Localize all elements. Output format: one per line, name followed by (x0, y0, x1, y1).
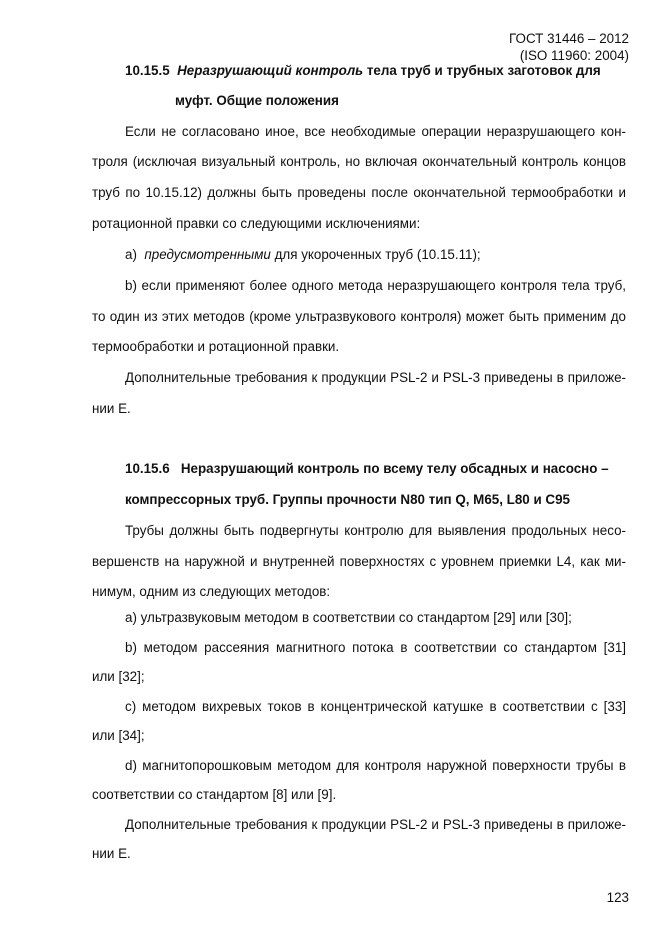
iso-reference: (ISO 11960: 2004) (519, 48, 629, 63)
paragraph-line: нии E. (92, 846, 131, 861)
page-number: 123 (606, 890, 629, 905)
list-item-d: d) магнитопорошковым методом для контроля наружной поверхности трубы в (125, 758, 626, 773)
list-item-a: a) ультразвуковым методом в соответствии со стандартом [29] или [30]; (125, 610, 572, 625)
document-header (509, 30, 629, 64)
paragraph-line: или [34]; (92, 728, 145, 743)
paragraph-line: Если не согласовано иное, все необходимые операции неразрушающего кон- (125, 124, 626, 139)
paragraph-line: троля (исключая визуальный контроль, но включая окончательный контроль концов (92, 154, 626, 169)
section-heading-10-15-5 (125, 63, 601, 79)
section-title-rest: тела труб и трубных заготовок для (366, 63, 601, 78)
paragraph-line: Дополнительные требования к продукции PSL-2 и PSL-3 приведены в приложе- (125, 370, 626, 385)
section-heading-10-15-6 (125, 461, 609, 477)
list-item-a (125, 247, 481, 263)
paragraph-line: ротационной правки со следующими исключениями: (92, 216, 421, 231)
paragraph-line: соответствии со стандартом [8] или [9]. (92, 787, 337, 802)
paragraph-line: Трубы должны быть подвергнуты контролю для выявления продольных несо- (125, 523, 626, 538)
standard-code: ГОСТ 31446 – 2012 (509, 31, 629, 46)
paragraph-line: вершенств на наружной и внутренней поверхностях с уровнем приемки L4, как ми- (92, 554, 626, 569)
section-number: 10.15.5 (125, 63, 170, 78)
paragraph-line: или [32]; (92, 669, 145, 684)
paragraph-line: нии E. (92, 401, 131, 416)
section-title-italic: Неразрушающий контроль (177, 63, 364, 78)
list-item-italic: предусмотренными (144, 247, 271, 262)
paragraph-line: труб по 10.15.12) должны быть проведены после окончательной термообработки и (92, 185, 626, 200)
paragraph-line: термообработки и ротационной правки. (92, 339, 340, 354)
paragraph-line: то один из этих методов (кроме ультразвукового контроля) может быть применим до (92, 309, 626, 324)
paragraph-line: Дополнительные требования к продукции PSL-2 и PSL-3 приведены в приложе- (125, 817, 626, 832)
section-title: Неразрушающий контроль по всему телу обсадных и насосно – (180, 461, 609, 476)
list-label: a) (125, 247, 137, 262)
section-title-line2: компрессорных труб. Группы прочности N80 тип Q, M65, L80 и C95 (125, 492, 570, 507)
list-item-text: для укороченных труб (10.15.11); (274, 247, 481, 262)
section-number: 10.15.6 (125, 461, 170, 476)
paragraph-line: нимум, одним из следующих методов: (92, 584, 331, 599)
list-item-b: b) если применяют более одного метода неразрушающего контроля тела труб, (125, 278, 626, 293)
list-item-b: b) методом рассеяния магнитного потока в соответствии со стандартом [31] (125, 640, 626, 655)
list-item-c: c) методом вихревых токов в концентрической катушке в соответствии с [33] (125, 699, 626, 714)
section-title-line2: муфт. Общие положения (175, 93, 339, 108)
